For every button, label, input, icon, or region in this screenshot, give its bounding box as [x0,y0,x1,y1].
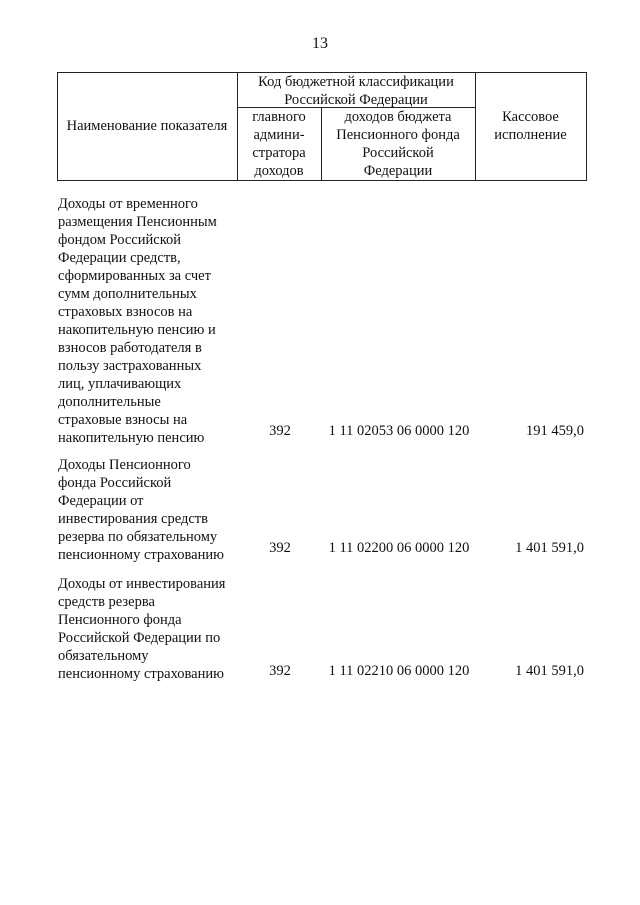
header-cash-line: Кассовое [502,109,559,125]
row-name-line: накопительную пенсию и [58,322,216,338]
row-name-line: пенсионному страхованию [58,547,224,563]
row-name-line: инвестирования средств [58,511,208,527]
header-admin-line: стратора [252,145,306,161]
header-admin-line: админи- [253,127,305,143]
page-number: 13 [312,35,328,52]
row-name-line: средств резерва [58,594,155,610]
row-name [58,575,248,683]
row-name-line: взносов работодателя в [58,340,202,356]
row-budget-code: 1 11 02210 06 0000 120 [328,663,470,679]
header-cash [475,108,586,144]
row-name-line: фонда Российской [58,475,172,491]
row-name-line: сформированных за счет [58,268,211,284]
header-bottom-border [57,180,587,181]
row-name-line: Федерации средств, [58,250,181,266]
row-name-line: резерва по обязательному [58,529,218,545]
row-admin-code: 392 [269,423,291,439]
header-income [321,108,475,180]
header-cash-line: исполнение [494,127,567,143]
header-budget-code [237,73,475,109]
row-amount: 1 401 591,0 [515,540,584,556]
row-name [58,195,248,447]
header-admin [237,108,321,180]
header-budget-code-line: Код бюджетной классификации [258,74,454,90]
row-name-line: пользу застрахованных [58,358,202,374]
header-budget-code-line: Российской Федерации [284,92,428,108]
row-name-line: Доходы от инвестирования [58,576,226,592]
row-name-line: страховых взносов на [58,304,193,320]
row-name-line: Пенсионного фонда [58,612,182,628]
row-name-line: Доходы Пенсионного [58,457,191,473]
row-name-line: Российской Федерации по [58,630,221,646]
row-name-line: размещения Пенсионным [58,214,217,230]
row-name-line: сумм дополнительных [58,286,197,302]
header-right-border [586,72,587,180]
row-name-line: накопительную пенсию [58,430,205,446]
row-name-line: страховые взносы на [58,412,188,428]
header-name: Наименование показателя [66,118,228,134]
header-income-line: Российской [362,145,434,161]
row-admin-code: 392 [269,540,291,556]
row-name-line: дополнительные [58,394,161,410]
row-name-line: Федерации от [58,493,144,509]
row-amount: 191 459,0 [526,423,584,439]
header-income-line: Пенсионного фонда [336,127,460,143]
header-admin-line: доходов [254,163,304,179]
row-budget-code: 1 11 02200 06 0000 120 [328,540,470,556]
row-name-line: пенсионному страхованию [58,666,224,682]
row-amount: 1 401 591,0 [515,663,584,679]
header-admin-line: главного [252,109,306,125]
row-name-line: фондом Российской [58,232,182,248]
row-budget-code: 1 11 02053 06 0000 120 [328,423,470,439]
row-admin-code: 392 [269,663,291,679]
row-name-line: обязательному [58,648,149,664]
row-name [58,456,248,564]
header-income-line: доходов бюджета [344,109,452,125]
row-name-line: Доходы от временного [58,196,198,212]
row-name-line: лиц, уплачивающих [58,376,182,392]
header-income-line: Федерации [363,163,433,179]
